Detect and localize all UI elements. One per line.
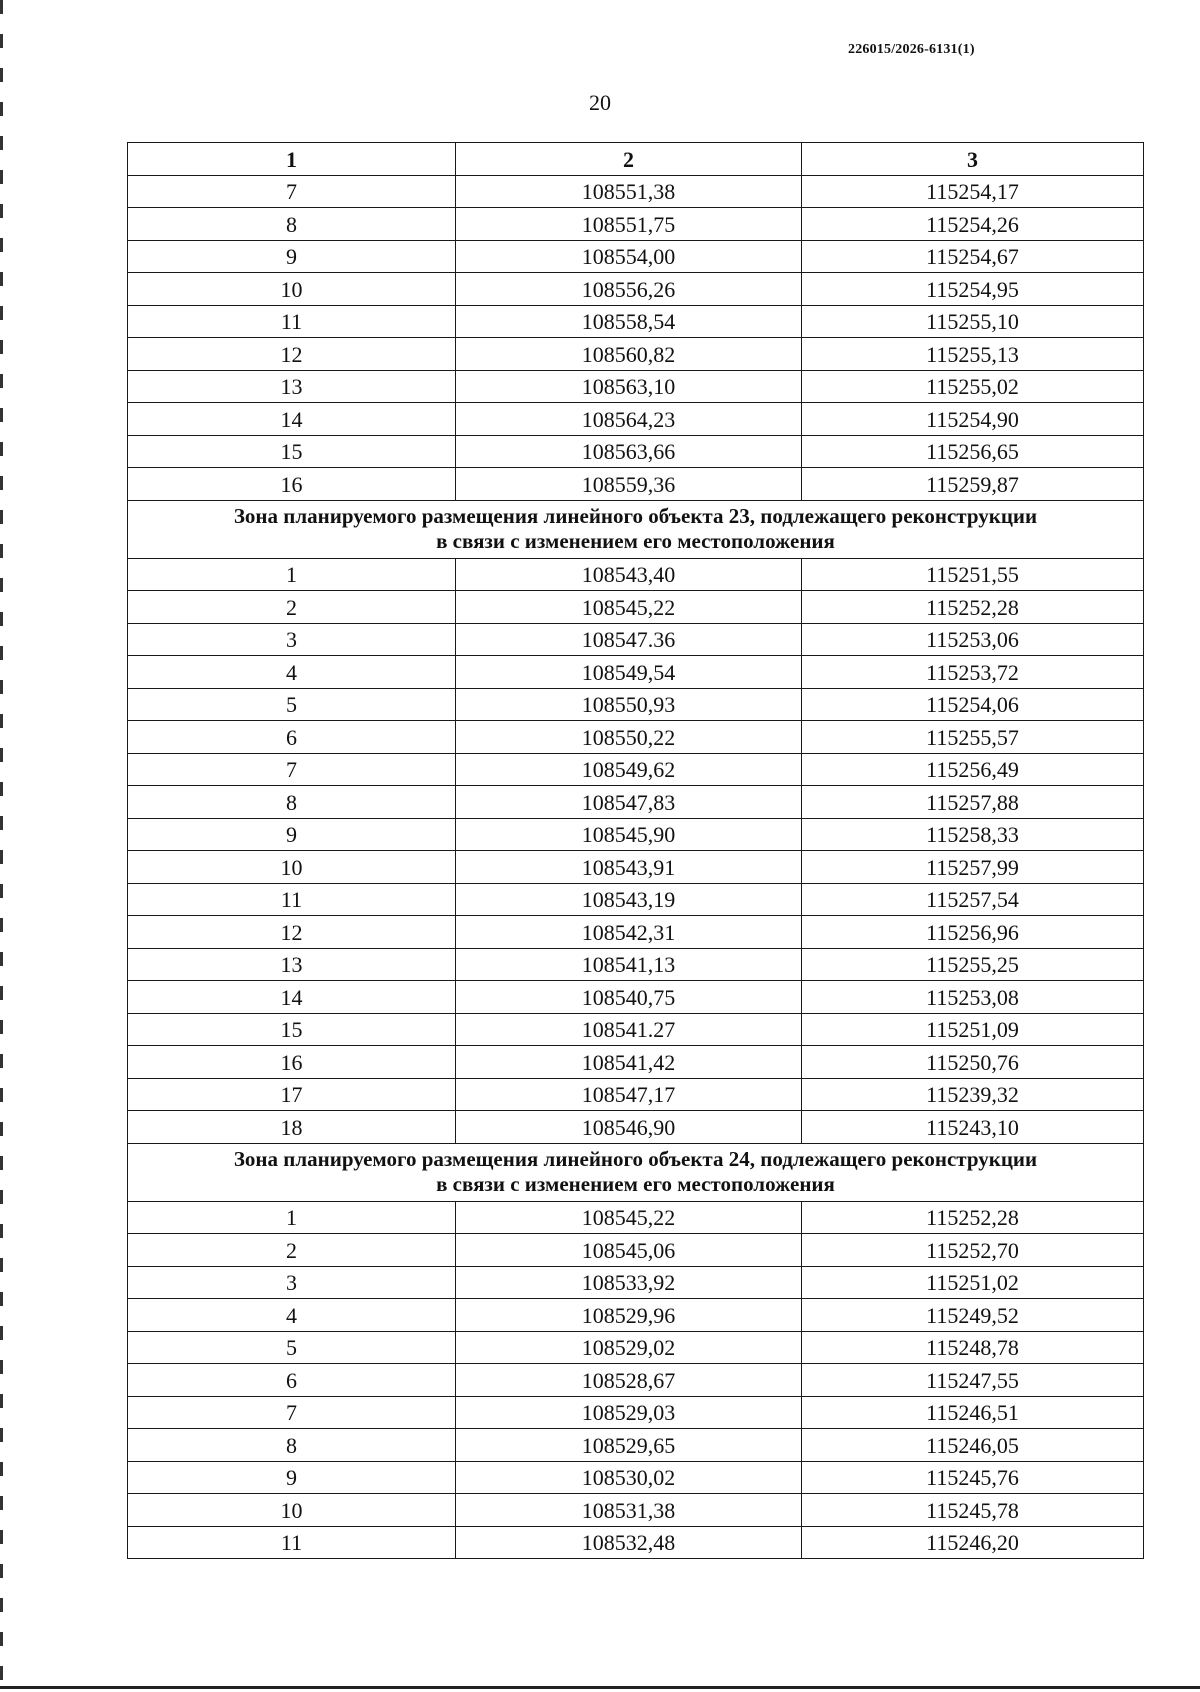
table-row <box>128 1526 1144 1559</box>
x-coordinate-cell: 108547,83 <box>456 786 802 819</box>
y-coordinate-cell: 115252,28 <box>802 591 1144 624</box>
y-coordinate-cell: 115239,32 <box>802 1078 1144 1111</box>
y-coordinate-cell: 115251,55 <box>802 558 1144 591</box>
point-number-cell: 8 <box>128 1429 456 1462</box>
y-coordinate-cell: 115253,08 <box>802 981 1144 1014</box>
page-bottom-rule <box>0 1686 1200 1689</box>
x-coordinate-cell: 108549,62 <box>456 753 802 786</box>
table-row <box>128 208 1144 241</box>
scan-edge-marks <box>0 0 3 1692</box>
point-number-cell: 6 <box>128 721 456 754</box>
column-header-3: 3 <box>802 143 1144 176</box>
table-row <box>128 948 1144 981</box>
x-coordinate-cell: 108530,02 <box>456 1461 802 1494</box>
x-coordinate-cell: 108543,91 <box>456 851 802 884</box>
y-coordinate-cell: 115255,13 <box>802 338 1144 371</box>
x-coordinate-cell: 108559,36 <box>456 468 802 501</box>
y-coordinate-cell: 115255,10 <box>802 305 1144 338</box>
point-number-cell: 15 <box>128 1013 456 1046</box>
point-number-cell: 1 <box>128 1201 456 1234</box>
table-body <box>128 175 1144 1559</box>
x-coordinate-cell: 108551,38 <box>456 175 802 208</box>
y-coordinate-cell: 115256,65 <box>802 435 1144 468</box>
x-coordinate-cell: 108564,23 <box>456 403 802 436</box>
point-number-cell: 10 <box>128 1494 456 1527</box>
point-number-cell: 10 <box>128 273 456 306</box>
point-number-cell: 2 <box>128 591 456 624</box>
point-number-cell: 11 <box>128 305 456 338</box>
table-row <box>128 721 1144 754</box>
point-number-cell: 7 <box>128 1396 456 1429</box>
point-number-cell: 14 <box>128 981 456 1014</box>
y-coordinate-cell: 115243,10 <box>802 1111 1144 1144</box>
point-number-cell: 13 <box>128 948 456 981</box>
table-row <box>128 786 1144 819</box>
table-row <box>128 305 1144 338</box>
x-coordinate-cell: 108531,38 <box>456 1494 802 1527</box>
y-coordinate-cell: 115245,76 <box>802 1461 1144 1494</box>
point-number-cell: 3 <box>128 623 456 656</box>
point-number-cell: 6 <box>128 1364 456 1397</box>
table-row <box>128 591 1144 624</box>
x-coordinate-cell: 108541.27 <box>456 1013 802 1046</box>
table-row <box>128 1461 1144 1494</box>
table-row <box>128 558 1144 591</box>
table-row <box>128 240 1144 273</box>
x-coordinate-cell: 108546,90 <box>456 1111 802 1144</box>
table-row <box>128 981 1144 1014</box>
x-coordinate-cell: 108551,75 <box>456 208 802 241</box>
y-coordinate-cell: 115254,26 <box>802 208 1144 241</box>
table-row <box>128 656 1144 689</box>
point-number-cell: 8 <box>128 208 456 241</box>
table-row <box>128 1266 1144 1299</box>
table-row <box>128 1201 1144 1234</box>
x-coordinate-cell: 108563,10 <box>456 370 802 403</box>
x-coordinate-cell: 108528,67 <box>456 1364 802 1397</box>
zone-heading-line-2: в связи с изменением его местоположения <box>436 529 835 553</box>
y-coordinate-cell: 115254,95 <box>802 273 1144 306</box>
x-coordinate-cell: 108545,22 <box>456 591 802 624</box>
point-number-cell: 14 <box>128 403 456 436</box>
table-row <box>128 1331 1144 1364</box>
point-number-cell: 8 <box>128 786 456 819</box>
y-coordinate-cell: 115246,51 <box>802 1396 1144 1429</box>
point-number-cell: 1 <box>128 558 456 591</box>
zone-heading-row <box>128 500 1144 558</box>
point-number-cell: 5 <box>128 1331 456 1364</box>
table-row <box>128 1234 1144 1267</box>
table-row <box>128 435 1144 468</box>
y-coordinate-cell: 115253,06 <box>802 623 1144 656</box>
y-coordinate-cell: 115254,67 <box>802 240 1144 273</box>
table-row <box>128 623 1144 656</box>
x-coordinate-cell: 108532,48 <box>456 1526 802 1559</box>
table-row <box>128 1396 1144 1429</box>
x-coordinate-cell: 108541,42 <box>456 1046 802 1079</box>
table-row <box>128 1013 1144 1046</box>
y-coordinate-cell: 115247,55 <box>802 1364 1144 1397</box>
point-number-cell: 16 <box>128 468 456 501</box>
y-coordinate-cell: 115259,87 <box>802 468 1144 501</box>
table-row <box>128 688 1144 721</box>
point-number-cell: 5 <box>128 688 456 721</box>
table-row <box>128 1299 1144 1332</box>
zone-heading <box>128 1143 1144 1201</box>
y-coordinate-cell: 115258,33 <box>802 818 1144 851</box>
point-number-cell: 16 <box>128 1046 456 1079</box>
y-coordinate-cell: 115257,54 <box>802 883 1144 916</box>
x-coordinate-cell: 108543,19 <box>456 883 802 916</box>
y-coordinate-cell: 115254,06 <box>802 688 1144 721</box>
point-number-cell: 18 <box>128 1111 456 1144</box>
y-coordinate-cell: 115246,20 <box>802 1526 1144 1559</box>
point-number-cell: 17 <box>128 1078 456 1111</box>
table-row <box>128 1046 1144 1079</box>
table-row <box>128 1111 1144 1144</box>
zone-heading-row <box>128 1143 1144 1201</box>
point-number-cell: 2 <box>128 1234 456 1267</box>
x-coordinate-cell: 108541,13 <box>456 948 802 981</box>
document-id: 226015/2026-6131(1) <box>848 42 975 57</box>
column-header-2: 2 <box>456 143 802 176</box>
x-coordinate-cell: 108550,22 <box>456 721 802 754</box>
page-number: 20 <box>589 90 611 115</box>
y-coordinate-cell: 115245,78 <box>802 1494 1144 1527</box>
point-number-cell: 13 <box>128 370 456 403</box>
x-coordinate-cell: 108529,65 <box>456 1429 802 1462</box>
x-coordinate-cell: 108529,96 <box>456 1299 802 1332</box>
table-row <box>128 338 1144 371</box>
x-coordinate-cell: 108558,54 <box>456 305 802 338</box>
table-row <box>128 1429 1144 1462</box>
point-number-cell: 7 <box>128 175 456 208</box>
x-coordinate-cell: 108542,31 <box>456 916 802 949</box>
table-row <box>128 883 1144 916</box>
x-coordinate-cell: 108540,75 <box>456 981 802 1014</box>
y-coordinate-cell: 115253,72 <box>802 656 1144 689</box>
y-coordinate-cell: 115252,28 <box>802 1201 1144 1234</box>
y-coordinate-cell: 115246,05 <box>802 1429 1144 1462</box>
y-coordinate-cell: 115251,09 <box>802 1013 1144 1046</box>
coordinates-table <box>127 142 1144 1559</box>
y-coordinate-cell: 115257,99 <box>802 851 1144 884</box>
zone-heading-line-1: Зона планируемого размещения линейного объекта 23, подлежащего реконструкции <box>233 504 1038 528</box>
point-number-cell: 7 <box>128 753 456 786</box>
table-row <box>128 175 1144 208</box>
x-coordinate-cell: 108545,06 <box>456 1234 802 1267</box>
table-row <box>128 753 1144 786</box>
table-row <box>128 1078 1144 1111</box>
table-row <box>128 818 1144 851</box>
y-coordinate-cell: 115252,70 <box>802 1234 1144 1267</box>
table-row <box>128 916 1144 949</box>
table-header-row <box>128 143 1144 176</box>
point-number-cell: 9 <box>128 240 456 273</box>
x-coordinate-cell: 108554,00 <box>456 240 802 273</box>
y-coordinate-cell: 115256,96 <box>802 916 1144 949</box>
point-number-cell: 11 <box>128 1526 456 1559</box>
x-coordinate-cell: 108533,92 <box>456 1266 802 1299</box>
table-row <box>128 851 1144 884</box>
point-number-cell: 4 <box>128 656 456 689</box>
point-number-cell: 9 <box>128 1461 456 1494</box>
y-coordinate-cell: 115257,88 <box>802 786 1144 819</box>
point-number-cell: 12 <box>128 338 456 371</box>
y-coordinate-cell: 115248,78 <box>802 1331 1144 1364</box>
point-number-cell: 12 <box>128 916 456 949</box>
y-coordinate-cell: 115249,52 <box>802 1299 1144 1332</box>
table-row <box>128 370 1144 403</box>
y-coordinate-cell: 115255,02 <box>802 370 1144 403</box>
y-coordinate-cell: 115255,25 <box>802 948 1144 981</box>
x-coordinate-cell: 108545,90 <box>456 818 802 851</box>
point-number-cell: 15 <box>128 435 456 468</box>
x-coordinate-cell: 108549,54 <box>456 656 802 689</box>
y-coordinate-cell: 115254,90 <box>802 403 1144 436</box>
point-number-cell: 9 <box>128 818 456 851</box>
x-coordinate-cell: 108563,66 <box>456 435 802 468</box>
point-number-cell: 11 <box>128 883 456 916</box>
x-coordinate-cell: 108543,40 <box>456 558 802 591</box>
point-number-cell: 4 <box>128 1299 456 1332</box>
x-coordinate-cell: 108547,17 <box>456 1078 802 1111</box>
x-coordinate-cell: 108529,02 <box>456 1331 802 1364</box>
table-row <box>128 403 1144 436</box>
table-row <box>128 273 1144 306</box>
x-coordinate-cell: 108550,93 <box>456 688 802 721</box>
x-coordinate-cell: 108545,22 <box>456 1201 802 1234</box>
zone-heading-line-2: в связи с изменением его местоположения <box>436 1172 835 1196</box>
y-coordinate-cell: 115255,57 <box>802 721 1144 754</box>
x-coordinate-cell: 108556,26 <box>456 273 802 306</box>
zone-heading <box>128 500 1144 558</box>
point-number-cell: 3 <box>128 1266 456 1299</box>
table-row <box>128 468 1144 501</box>
table-row <box>128 1364 1144 1397</box>
y-coordinate-cell: 115254,17 <box>802 175 1144 208</box>
x-coordinate-cell: 108560,82 <box>456 338 802 371</box>
y-coordinate-cell: 115256,49 <box>802 753 1144 786</box>
y-coordinate-cell: 115251,02 <box>802 1266 1144 1299</box>
column-header-1: 1 <box>128 143 456 176</box>
x-coordinate-cell: 108529,03 <box>456 1396 802 1429</box>
zone-heading-line-1: Зона планируемого размещения линейного объекта 24, подлежащего реконструкции <box>233 1147 1038 1171</box>
point-number-cell: 10 <box>128 851 456 884</box>
table-row <box>128 1494 1144 1527</box>
x-coordinate-cell: 108547.36 <box>456 623 802 656</box>
y-coordinate-cell: 115250,76 <box>802 1046 1144 1079</box>
